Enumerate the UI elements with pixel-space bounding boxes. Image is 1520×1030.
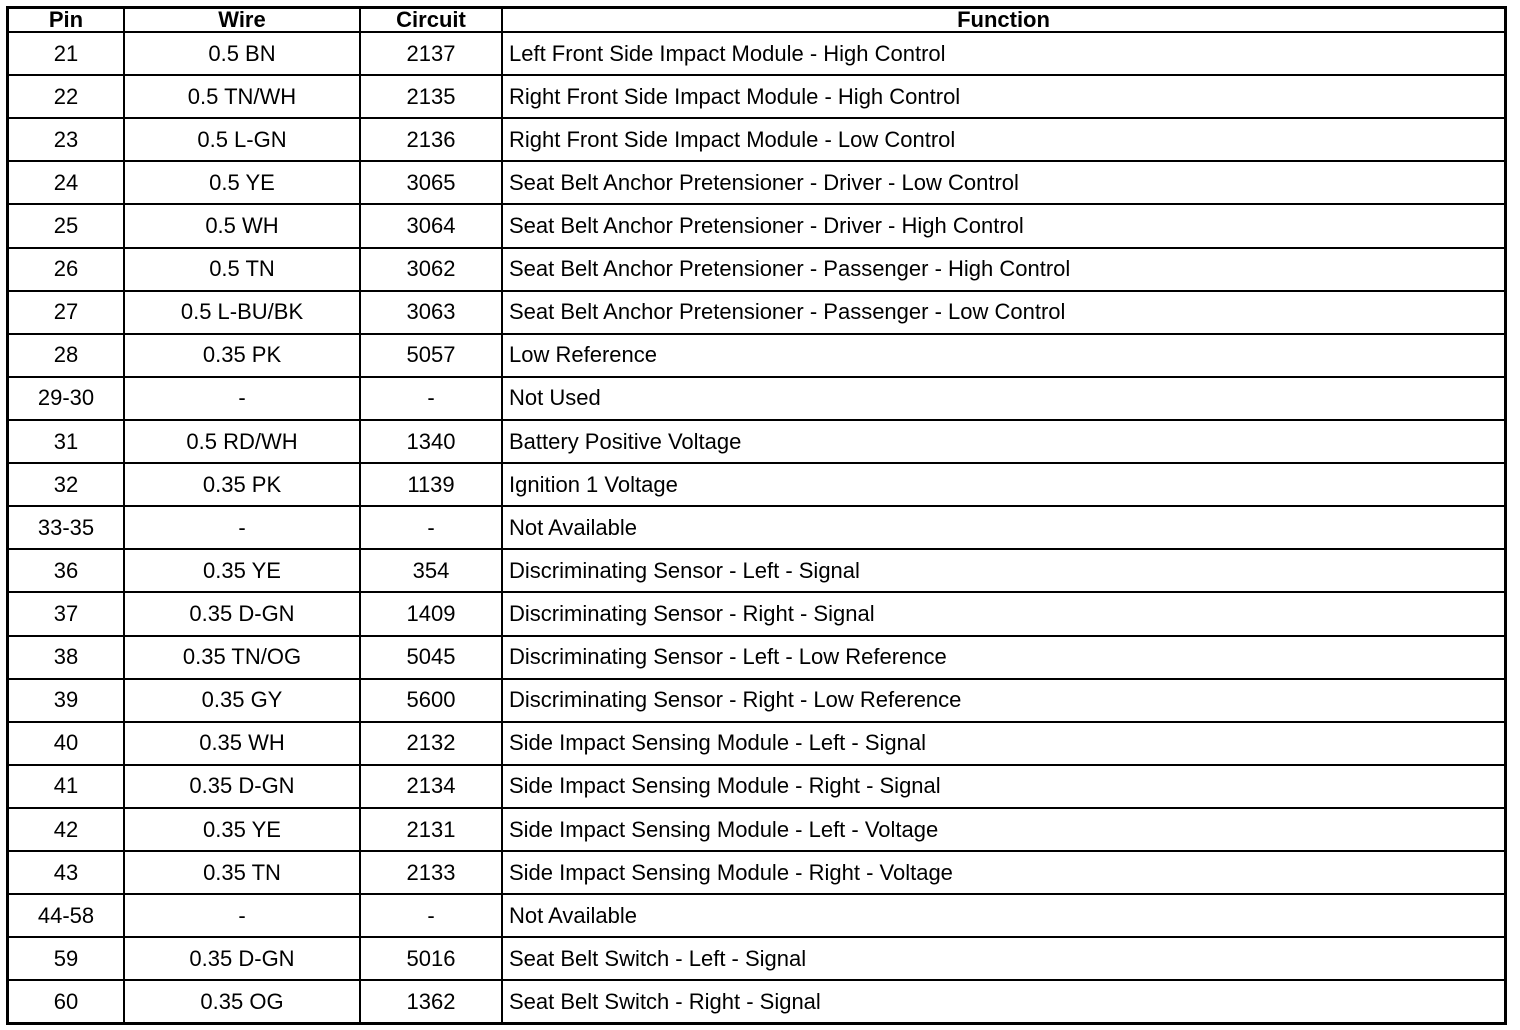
table-row	[9, 679, 1504, 722]
table-row	[9, 75, 1504, 118]
cell-circuit: 1409	[360, 592, 502, 635]
table-row	[9, 722, 1504, 765]
cell-circuit: 2132	[360, 722, 502, 765]
cell-function: Seat Belt Anchor Pretensioner - Passenger - High Control	[502, 248, 1504, 291]
cell-pin: 31	[9, 420, 124, 463]
cell-circuit: 1362	[360, 980, 502, 1022]
cell-circuit: 5057	[360, 334, 502, 377]
cell-function: Discriminating Sensor - Right - Low Reference	[502, 679, 1504, 722]
table-row	[9, 377, 1504, 420]
cell-circuit: 1139	[360, 463, 502, 506]
cell-circuit: 3064	[360, 204, 502, 247]
cell-wire: 0.35 D-GN	[124, 592, 360, 635]
table-row	[9, 32, 1504, 75]
table-row	[9, 937, 1504, 980]
cell-pin: 26	[9, 248, 124, 291]
cell-function: Seat Belt Anchor Pretensioner - Driver - Low Control	[502, 161, 1504, 204]
table-row	[9, 980, 1504, 1022]
table-row	[9, 463, 1504, 506]
cell-function: Side Impact Sensing Module - Right - Voltage	[502, 851, 1504, 894]
cell-pin: 39	[9, 679, 124, 722]
cell-wire: 0.5 RD/WH	[124, 420, 360, 463]
header-circuit: Circuit	[360, 9, 502, 32]
table-row	[9, 248, 1504, 291]
cell-pin: 38	[9, 636, 124, 679]
cell-function: Not Used	[502, 377, 1504, 420]
cell-wire: 0.5 TN	[124, 248, 360, 291]
cell-circuit: -	[360, 894, 502, 937]
cell-function: Ignition 1 Voltage	[502, 463, 1504, 506]
cell-pin: 44-58	[9, 894, 124, 937]
table-row	[9, 291, 1504, 334]
cell-circuit: 2133	[360, 851, 502, 894]
table-row	[9, 636, 1504, 679]
cell-function: Low Reference	[502, 334, 1504, 377]
cell-function: Seat Belt Anchor Pretensioner - Passenger - Low Control	[502, 291, 1504, 334]
cell-pin: 32	[9, 463, 124, 506]
cell-circuit: 2131	[360, 808, 502, 851]
cell-pin: 42	[9, 808, 124, 851]
header-wire: Wire	[124, 9, 360, 32]
cell-function: Discriminating Sensor - Left - Signal	[502, 549, 1504, 592]
cell-wire: 0.35 PK	[124, 463, 360, 506]
cell-wire: -	[124, 506, 360, 549]
table-row	[9, 334, 1504, 377]
pinout-table	[9, 9, 1504, 1022]
table-body	[9, 32, 1504, 1022]
table-row	[9, 592, 1504, 635]
table-row	[9, 420, 1504, 463]
cell-pin: 33-35	[9, 506, 124, 549]
table-row	[9, 808, 1504, 851]
cell-pin: 29-30	[9, 377, 124, 420]
cell-pin: 21	[9, 32, 124, 75]
cell-function: Battery Positive Voltage	[502, 420, 1504, 463]
table-row	[9, 549, 1504, 592]
cell-pin: 25	[9, 204, 124, 247]
connector-pinout-table	[6, 6, 1507, 1025]
table-header-row	[9, 9, 1504, 32]
cell-pin: 37	[9, 592, 124, 635]
cell-function: Right Front Side Impact Module - High Control	[502, 75, 1504, 118]
cell-function: Seat Belt Switch - Right - Signal	[502, 980, 1504, 1022]
cell-wire: 0.5 BN	[124, 32, 360, 75]
cell-function: Side Impact Sensing Module - Left - Signal	[502, 722, 1504, 765]
cell-circuit: 2136	[360, 118, 502, 161]
cell-wire: 0.35 WH	[124, 722, 360, 765]
cell-pin: 36	[9, 549, 124, 592]
cell-wire: 0.5 L-GN	[124, 118, 360, 161]
table-row	[9, 204, 1504, 247]
cell-function: Discriminating Sensor - Left - Low Reference	[502, 636, 1504, 679]
cell-wire: 0.35 GY	[124, 679, 360, 722]
cell-wire: -	[124, 377, 360, 420]
cell-circuit: 2134	[360, 765, 502, 808]
cell-function: Not Available	[502, 506, 1504, 549]
cell-pin: 40	[9, 722, 124, 765]
cell-wire: 0.35 YE	[124, 549, 360, 592]
cell-wire: 0.5 WH	[124, 204, 360, 247]
cell-wire: 0.35 TN/OG	[124, 636, 360, 679]
cell-circuit: 3062	[360, 248, 502, 291]
cell-pin: 59	[9, 937, 124, 980]
cell-pin: 41	[9, 765, 124, 808]
cell-wire: 0.35 PK	[124, 334, 360, 377]
cell-circuit: 5600	[360, 679, 502, 722]
cell-circuit: 5016	[360, 937, 502, 980]
cell-circuit: 2137	[360, 32, 502, 75]
cell-function: Side Impact Sensing Module - Right - Signal	[502, 765, 1504, 808]
header-pin: Pin	[9, 9, 124, 32]
cell-function: Right Front Side Impact Module - Low Control	[502, 118, 1504, 161]
cell-circuit: -	[360, 506, 502, 549]
cell-wire: 0.35 OG	[124, 980, 360, 1022]
cell-function: Seat Belt Anchor Pretensioner - Driver - High Control	[502, 204, 1504, 247]
cell-circuit: 3065	[360, 161, 502, 204]
table-row	[9, 118, 1504, 161]
cell-pin: 60	[9, 980, 124, 1022]
cell-pin: 22	[9, 75, 124, 118]
cell-pin: 24	[9, 161, 124, 204]
cell-pin: 28	[9, 334, 124, 377]
cell-wire: 0.5 L-BU/BK	[124, 291, 360, 334]
table-row	[9, 506, 1504, 549]
cell-wire: 0.35 TN	[124, 851, 360, 894]
cell-circuit: 5045	[360, 636, 502, 679]
cell-function: Seat Belt Switch - Left - Signal	[502, 937, 1504, 980]
cell-wire: 0.5 YE	[124, 161, 360, 204]
table-row	[9, 851, 1504, 894]
cell-circuit: 2135	[360, 75, 502, 118]
cell-wire: -	[124, 894, 360, 937]
cell-wire: 0.5 TN/WH	[124, 75, 360, 118]
cell-pin: 23	[9, 118, 124, 161]
cell-circuit: -	[360, 377, 502, 420]
table-row	[9, 765, 1504, 808]
header-function: Function	[502, 9, 1504, 32]
cell-pin: 27	[9, 291, 124, 334]
cell-function: Left Front Side Impact Module - High Control	[502, 32, 1504, 75]
cell-wire: 0.35 D-GN	[124, 765, 360, 808]
cell-function: Discriminating Sensor - Right - Signal	[502, 592, 1504, 635]
cell-function: Not Available	[502, 894, 1504, 937]
cell-circuit: 3063	[360, 291, 502, 334]
cell-circuit: 354	[360, 549, 502, 592]
cell-circuit: 1340	[360, 420, 502, 463]
cell-wire: 0.35 D-GN	[124, 937, 360, 980]
cell-pin: 43	[9, 851, 124, 894]
table-row	[9, 161, 1504, 204]
table-row	[9, 894, 1504, 937]
cell-function: Side Impact Sensing Module - Left - Voltage	[502, 808, 1504, 851]
cell-wire: 0.35 YE	[124, 808, 360, 851]
